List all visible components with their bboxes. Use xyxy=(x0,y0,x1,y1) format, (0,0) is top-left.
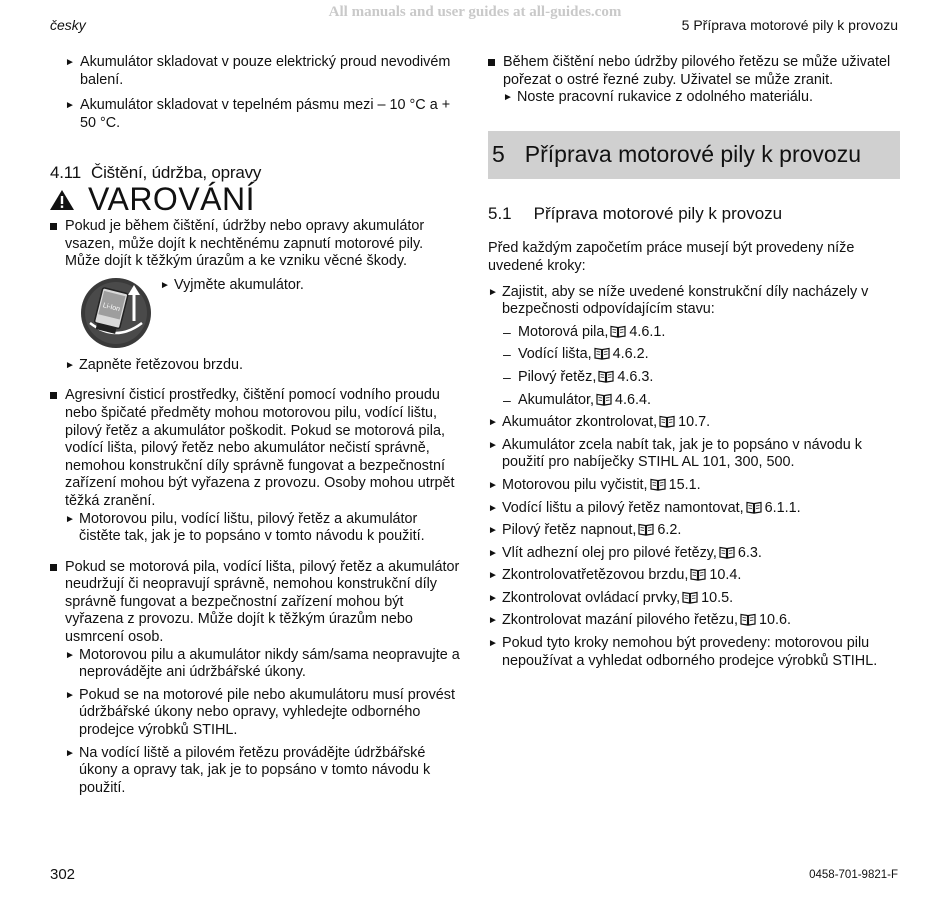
steps-list xyxy=(488,477,900,630)
dash-item: – Akumulátor, 4.6.4. xyxy=(503,391,652,408)
triangle-bullet-icon: ► xyxy=(488,286,498,298)
dash-item: – Vodící lišta, 4.6.2. xyxy=(503,346,649,363)
list-item: ► Zkontrolovat ovládací prvky, 10.5. xyxy=(488,589,734,606)
triangle-bullet-icon: ► xyxy=(503,92,513,104)
triangle-bullet-icon: ► xyxy=(488,525,498,537)
triangle-bullet-icon: ► xyxy=(160,279,170,291)
list-item: ► Zkontrolovat mazání pilového řetězu, 10.6. xyxy=(488,612,791,629)
triangle-bullet-icon: ► xyxy=(488,479,498,491)
triangle-bullet-icon: ► xyxy=(488,547,498,559)
manual-book-icon xyxy=(682,591,698,604)
list-item: ► Zkontrolovatřetězovou brzdu, 10.4. xyxy=(488,567,742,584)
list-item: ► Motorovou pilu vyčistit, 15.1. xyxy=(488,476,701,493)
square-bullet xyxy=(50,223,57,230)
list-item: ► Pokud tyto kroky nemohou být provedeny: motorovou pilu nepoužívat a vyhledat odborného prodejce výrobků STIHL. xyxy=(488,635,878,669)
manual-book-icon xyxy=(740,613,756,626)
warning-item: Agresivní čisticí prostředky, čištění pomocí vodního proudu nebo špičaté předměty mohou motorovou pilu, vodící lištu, pilový řetěz a akumulátor poškodit. Pokud se motorová pila, vodící lišta, pilový řetěz nebo akumulátor nečistí správně, nemohou konstrukční díly správně fungovat a bezpečnostní zařízení mohou být vyřazena z provozu. Osoby mohou utrpět těžká zranění. ► Motorovou pilu, vodící lištu, pilový řetěz a akumulátor čistěte tak, jak je to popsáno v tomto návodu k použití. xyxy=(50,387,460,545)
list-item: ► Vlít adhezní olej pro pilové řetězy, 6.3. xyxy=(488,544,762,561)
warning-heading: VAROVÁNÍ xyxy=(50,190,460,210)
list-item: ► Akumulátor zcela nabít tak, jak je to popsáno v návodu k použití pro nabíječky STIHL AL 101, 300, 500. xyxy=(488,436,862,471)
triangle-bullet-icon: ► xyxy=(65,649,75,661)
warning-item: Pokud je během čištění, údržby nebo opravy akumulátor vsazen, může dojít k nechtěnému zapnutí motorové pily. Může dojít k těžkým úrazům a ke vzniku věcné škody. Li-Ion ► Vyjměte akumulátor. ► Zapněte řetězovou brzdu. xyxy=(50,218,460,374)
triangle-bullet-icon: ► xyxy=(488,615,498,627)
dash-item: – Pilový řetěz, 4.6.3. xyxy=(503,368,654,385)
list-item: ► Na vodící liště a pilovém řetězu provádějte údržbářské úkony a opravy tak, jak je to popsáno v tomto návodu k použití. xyxy=(65,744,431,796)
triangle-bullet-icon: ► xyxy=(65,100,75,112)
list-item: ► Akumulátor skladovat v tepelném pásmu mezi – 10 °C a + 50 °C. xyxy=(65,97,451,131)
square-bullet xyxy=(50,564,57,571)
list-item: ► Zapněte řetězovou brzdu. xyxy=(65,356,243,373)
warning-item: Pokud se motorová pila, vodící lišta, pilový řetěz a akumulátor neudržují či neopravují správně, nemohou konstrukční díly správně fungovat a bezpečnostní zařízení mohou být vyřazena z provozu. Může dojít k těžkým úrazům nebo usmrcení osob. ► Motorovou pilu a akumulátor nikdy sám/sama neopravujte a neprovádějte ani údržbářské úkony. ► Pokud se na motorové pile nebo akumulátoru musí provést údržbářské úkony nebo opravy, vyhledejte odborného prodejce výrobků STIHL. ► Na vodící liště a pilovém řetězu provádějte údržbářské úkony a opravy tak, jak je to popsáno v tomto návodu k použití. xyxy=(50,559,460,798)
section-heading: 4.11 Čištění, údržba, opravy xyxy=(50,163,262,183)
battery-removal-icon xyxy=(80,277,152,349)
manual-book-icon xyxy=(659,415,675,428)
left-column xyxy=(50,54,460,810)
list-item: ► Vodící lištu a pilový řetěz namontovat, 6.1.1. xyxy=(488,499,801,516)
triangle-bullet-icon: ► xyxy=(65,747,75,759)
battery-instruction xyxy=(80,277,460,349)
list-item: ► Motorovou pilu, vodící lištu, pilový řetěz a akumulátor čistěte tak, jak je to popsáno v tomto návodu k použití. xyxy=(65,510,425,545)
chapter-heading: 5 Příprava motorové pily k provozu xyxy=(488,131,900,179)
list-item: ► Akumulátor skladovat v pouze elektrický proud nevodivém balení. xyxy=(65,54,451,88)
list-item: ► Noste pracovní rukavice z odolného materiálu. xyxy=(503,89,813,106)
square-bullet xyxy=(50,392,57,399)
manual-book-icon xyxy=(690,568,706,581)
list-item: ► Pilový řetěz napnout, 6.2. xyxy=(488,522,682,539)
manual-book-icon xyxy=(596,393,612,406)
manual-book-icon xyxy=(610,325,626,338)
intro-text: Před každým započetím práce musejí být provedeny níže uvedené kroky: xyxy=(488,240,855,274)
warning-item: Během čištění nebo údržby pilového řetězu se může uživatel pořezat o ostré řezné zuby. Uživatel se může zranit. ► Noste pracovní rukavice z odolného materiálu. xyxy=(488,54,900,107)
triangle-bullet-icon: ► xyxy=(488,502,498,514)
triangle-bullet-icon: ► xyxy=(488,592,498,604)
triangle-bullet-icon: ► xyxy=(488,638,498,650)
manual-book-icon xyxy=(746,501,762,514)
header-chapter: 5 Příprava motorové pily k provozu xyxy=(681,17,898,33)
list-item: ► Motorovou pilu a akumulátor nikdy sám/sama neopravujte a neprovádějte ani údržbářské úkony. xyxy=(65,646,460,681)
right-column xyxy=(488,54,900,675)
warning-triangle-icon xyxy=(50,190,74,210)
doc-code: 0458-701-9821-F xyxy=(809,869,898,881)
svg-text:Li-Ion: Li-Ion xyxy=(101,301,121,313)
list-item: ► Pokud se na motorové pile nebo akumulátoru musí provést údržbářské úkony nebo opravy, vyhledejte odborného prodejce výrobků STIHL. xyxy=(65,686,455,739)
watermark: All manuals and user guides at all-guides.com xyxy=(328,4,622,20)
list-item: ► Vyjměte akumulátor. xyxy=(160,276,304,293)
manual-book-icon xyxy=(650,478,666,491)
section-heading: 5.1 Příprava motorové pily k provozu xyxy=(488,203,783,223)
page-number: 302 xyxy=(50,866,76,883)
triangle-bullet-icon: ► xyxy=(488,417,498,429)
list-item: ► Zajistit, aby se níže uvedené konstrukční díly nacházely v bezpečnosti odpovídajícím stavu: xyxy=(488,283,869,318)
triangle-bullet-icon: ► xyxy=(65,513,75,525)
triangle-bullet-icon: ► xyxy=(65,57,75,68)
triangle-bullet-icon: ► xyxy=(65,689,75,701)
manual-book-icon xyxy=(719,546,735,559)
dash-item: – Motorová pila, 4.6.1. xyxy=(503,323,666,340)
square-bullet xyxy=(488,59,495,66)
manual-book-icon xyxy=(594,347,610,360)
header-language: česky xyxy=(50,17,86,33)
triangle-bullet-icon: ► xyxy=(65,359,75,371)
manual-book-icon xyxy=(638,523,654,536)
manual-book-icon xyxy=(598,370,614,383)
list-item: ► Akumuátor zkontrolovat, 10.7. xyxy=(488,414,711,431)
triangle-bullet-icon: ► xyxy=(488,570,498,582)
triangle-bullet-icon: ► xyxy=(488,439,498,451)
